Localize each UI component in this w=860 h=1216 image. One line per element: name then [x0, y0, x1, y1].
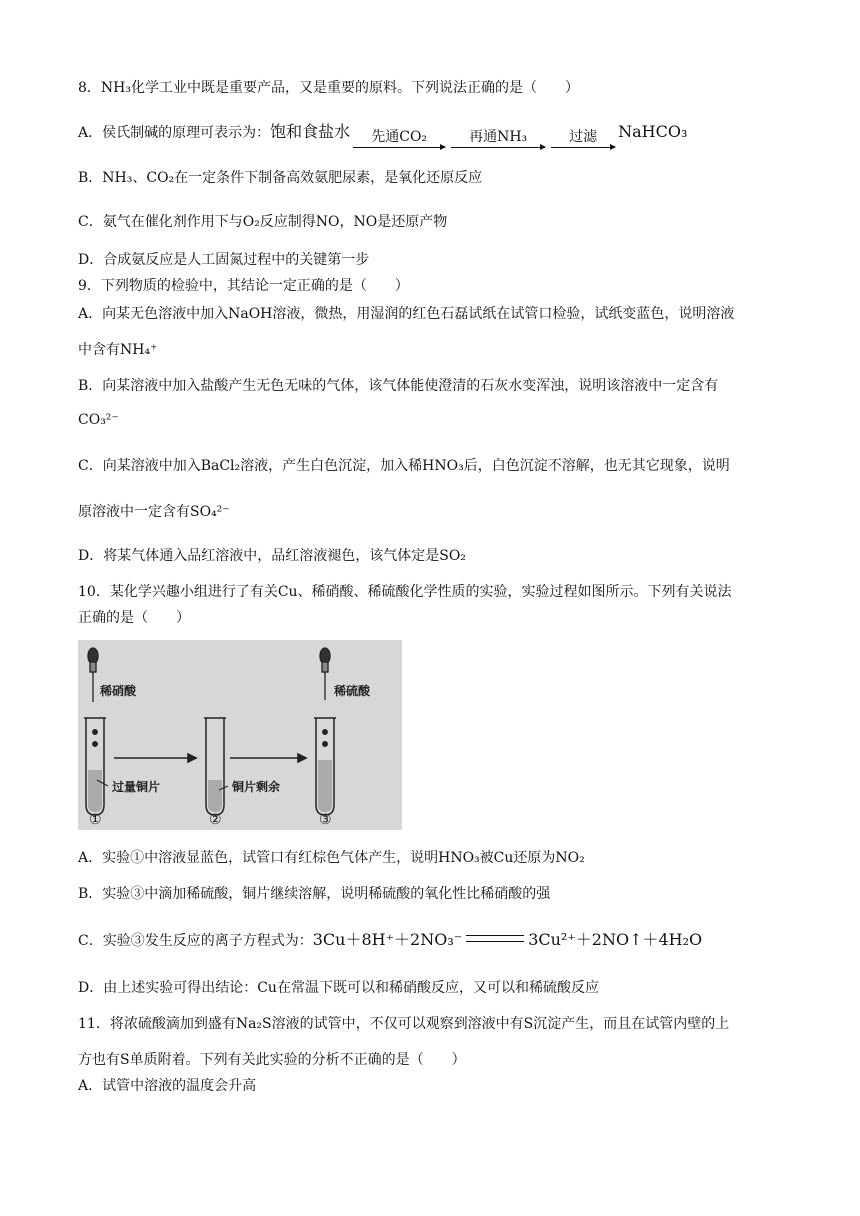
- test-tube-1-icon: [84, 718, 106, 815]
- q8-a-product: NaHCO₃: [618, 122, 688, 141]
- q9-option-a-line2: 中含有NH₄⁺: [78, 342, 158, 358]
- q8-option-c: C．氨气在催化剂作用下与O₂反应制得NO，NO是还原产物: [78, 214, 448, 230]
- q10-option-c: [78, 930, 702, 951]
- q10-c-rhs: 3Cu²⁺＋2NO↑＋4H₂O: [528, 930, 703, 949]
- q11-option-a: A．试管中溶液的温度会升高: [78, 1078, 257, 1094]
- arrow-step-1: 先通CO₂: [353, 129, 445, 148]
- q9-option-b-line1: B．向某溶液中加入盐酸产生无色无味的气体，该气体能使澄清的石灰水变浑浊，说明该溶液中一定含有: [78, 378, 719, 394]
- q8-option-d: D．合成氨反应是人工固氮过程中的关键第一步: [78, 252, 370, 268]
- q8-a-prefix: A．侯氏制碱的原理可表示为：: [78, 125, 271, 141]
- label-excess-copper: 过量铜片: [112, 780, 161, 794]
- q9-option-c-line1: C．向某溶液中加入BaCl₂溶液，产生白色沉淀，加入稀HNO₃后，白色沉淀不溶解，也无其它现象，说明: [78, 458, 730, 474]
- q10-option-a: A．实验①中溶液显蓝色，试管口有红棕色气体产生，说明HNO₃被Cu还原为NO₂: [78, 850, 585, 866]
- q8-option-b: B．NH₃、CO₂在一定条件下制备高效氨肥尿素，是氧化还原反应: [78, 170, 483, 186]
- label-dilute-sulfuric-acid: 稀硫酸: [334, 684, 371, 698]
- q10-stem-line1: 10．某化学兴趣小组进行了有关Cu、稀硝酸、稀硫酸化学性质的实验，实验过程如图所示。下列有关说法: [78, 584, 732, 600]
- arrow-step-3: 过滤: [551, 129, 615, 148]
- dropper-1-icon: [88, 648, 98, 702]
- q10-c-lhs: 3Cu＋8H⁺＋2NO₃⁻: [312, 930, 463, 949]
- arrow-1-to-2-icon: [114, 754, 196, 762]
- q10-option-d: D．由上述实验可得出结论：Cu在常温下既可以和稀硝酸反应，又可以和稀硫酸反应: [78, 980, 599, 996]
- test-tube-2-icon: [204, 718, 226, 815]
- equals-sign-icon: [466, 935, 524, 942]
- q11-stem-line2: 方也有S单质附着。下列有关此实验的分析不正确的是（ ）: [78, 1052, 466, 1068]
- q9-option-c-line2: 原溶液中一定含有SO₄²⁻: [78, 504, 230, 520]
- arrow-step-2: 再通NH₃: [451, 129, 545, 148]
- experiment-figure: [78, 640, 402, 830]
- q9-stem: 9．下列物质的检验中，其结论一定正确的是（ ）: [78, 278, 409, 294]
- tube-number-1: ①: [89, 812, 102, 828]
- q8-option-a: [78, 122, 687, 148]
- q9-option-b-line2: CO₃²⁻: [78, 412, 119, 428]
- label-dilute-nitric-acid: 稀硝酸: [100, 684, 137, 698]
- q8-stem: 8．NH₃化学工业中既是重要产品，又是重要的原料。下列说法正确的是（ ）: [78, 80, 579, 96]
- tube-number-3: ③: [319, 812, 332, 828]
- q9-option-d: D．将某气体通入品红溶液中，品红溶液褪色，该气体定是SO₂: [78, 548, 466, 564]
- q10-c-prefix: C．实验③发生反应的离子方程式为：: [78, 933, 313, 949]
- q9-option-a-line1: A．向某无色溶液中加入NaOH溶液，微热，用湿润的红色石磊试纸在试管口检验，试纸变蓝色，说明溶液: [78, 306, 735, 322]
- q8-a-start: 饱和食盐水: [270, 122, 351, 141]
- label-copper-remaining: 铜片剩余: [232, 780, 281, 794]
- test-tube-diagram: [78, 640, 402, 830]
- arrow-2-to-3-icon: [230, 754, 306, 762]
- tube-number-2: ②: [209, 812, 222, 828]
- dropper-3-icon: [320, 648, 330, 700]
- q11-stem-line1: 11．将浓硫酸滴加到盛有Na₂S溶液的试管中，不仅可以观察到溶液中有S沉淀产生，而且在试管内壁的上: [78, 1016, 730, 1032]
- q10-option-b: B．实验③中滴加稀硫酸，铜片继续溶解，说明稀硫酸的氧化性比稀硝酸的强: [78, 886, 551, 902]
- q10-stem-line2: 正确的是（ ）: [78, 610, 190, 626]
- test-tube-3-icon: [314, 718, 336, 815]
